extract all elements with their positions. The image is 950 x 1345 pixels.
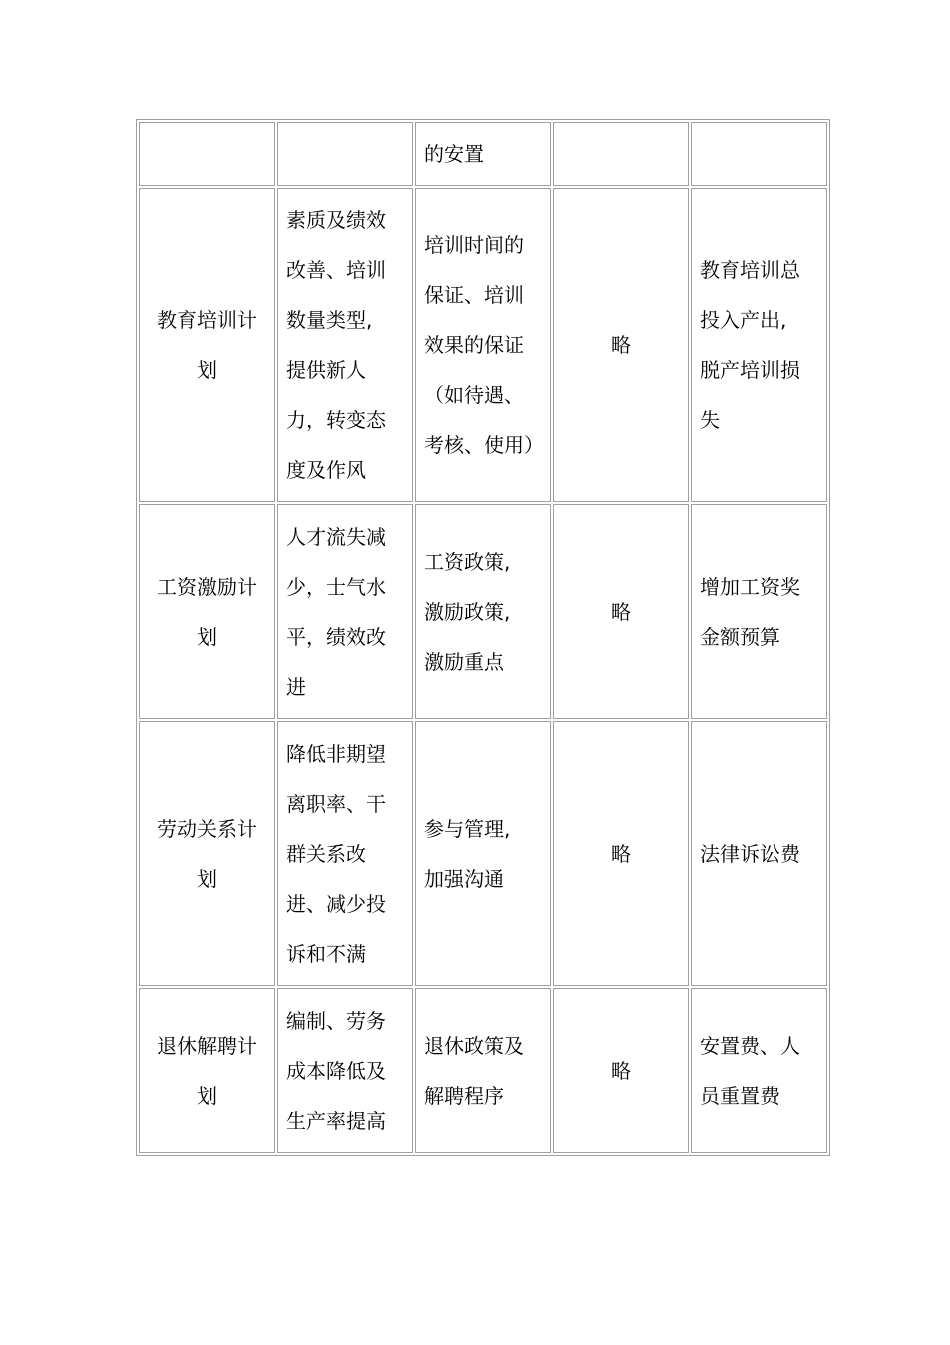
plan-name-cell [139, 188, 275, 502]
cell-line: 群关系改 [286, 841, 366, 866]
cell-line: 略 [611, 1058, 631, 1083]
cell-line: 工资政策, [424, 549, 511, 574]
cell-line: 法律诉讼费 [700, 841, 800, 866]
budget-cell [691, 504, 827, 719]
cell-line: 略 [611, 599, 631, 624]
plan-name-cell [139, 988, 275, 1153]
steps-cell [553, 988, 689, 1153]
cell-line [286, 129, 404, 179]
cell-line: 诉和不满 [286, 941, 366, 966]
cell-line: 教育培训计 [157, 308, 257, 332]
table-row [139, 721, 827, 986]
table-row [139, 988, 827, 1153]
cell-line: （如待遇、 [424, 383, 524, 407]
cell-line: 划 [197, 1083, 217, 1108]
steps-cell [553, 721, 689, 986]
steps-cell [553, 188, 689, 502]
cell-line: 数量类型, [286, 308, 373, 332]
table-cell [139, 122, 275, 186]
cell-line: 退休政策及 [424, 1033, 524, 1058]
table-cell [553, 122, 689, 186]
cell-line: 改善、培训 [286, 258, 386, 282]
cell-line: 生产率提高 [286, 1108, 386, 1133]
policy-cell [415, 721, 551, 986]
cell-line: 员重置费 [700, 1083, 780, 1108]
cell-line: 成本降低及 [286, 1058, 386, 1083]
cell-line: 人才流失减 [286, 524, 386, 549]
cell-line: 力，转变态 [286, 408, 386, 432]
cell-line: 度及作风 [286, 458, 366, 482]
budget-cell [691, 721, 827, 986]
policy-cell [415, 988, 551, 1153]
cell-line: 少，士气水 [286, 574, 386, 599]
cell-line [148, 129, 266, 179]
cell-line: 的安置 [424, 142, 484, 166]
cell-line: 素质及绩效 [286, 208, 386, 232]
budget-cell [691, 988, 827, 1153]
cell-line: 失 [700, 408, 720, 432]
cell-line: 教育培训总 [700, 258, 800, 282]
cell-line: 保证、培训 [424, 283, 524, 307]
cell-line [700, 129, 818, 179]
goal-cell [277, 721, 413, 986]
cell-line: 投入产出, [700, 308, 787, 332]
cell-line: 劳动关系计 [157, 816, 257, 841]
cell-line: 降低非期望 [286, 741, 386, 766]
table-row [139, 504, 827, 719]
cell-line: 划 [197, 358, 217, 382]
policy-cell [415, 504, 551, 719]
goal-cell [277, 504, 413, 719]
cell-line: 安置费、人 [700, 1033, 800, 1058]
policy-cell [415, 188, 551, 502]
cell-line: 进 [286, 674, 306, 699]
table-cell [691, 122, 827, 186]
goal-cell [277, 988, 413, 1153]
cell-line: 参与管理, [424, 816, 511, 841]
cell-line: 提供新人 [286, 358, 366, 382]
plan-name-cell [139, 721, 275, 986]
cell-line: 略 [611, 841, 631, 866]
cell-line: 划 [197, 624, 217, 649]
cell-line: 平，绩效改 [286, 624, 386, 649]
steps-cell [553, 504, 689, 719]
plan-name-cell [139, 504, 275, 719]
cell-line: 工资激励计 [157, 574, 257, 599]
cell-line: 编制、劳务 [286, 1008, 386, 1033]
cell-line: 进、减少投 [286, 891, 386, 916]
goal-cell [277, 188, 413, 502]
cell-line: 离职率、干 [286, 791, 386, 816]
budget-cell [691, 188, 827, 502]
table-cell [277, 122, 413, 186]
cell-line: 略 [611, 333, 631, 357]
cell-line [562, 129, 680, 179]
cell-line: 加强沟通 [424, 866, 504, 891]
cell-line: 激励重点 [424, 649, 504, 674]
cell-line: 考核、使用） [424, 433, 544, 457]
table-cell [415, 122, 551, 186]
cell-line: 激励政策, [424, 599, 511, 624]
plan-table [136, 119, 830, 1156]
table-row [139, 188, 827, 502]
cell-line: 培训时间的 [424, 233, 524, 257]
cell-line: 解聘程序 [424, 1083, 504, 1108]
cell-line: 增加工资奖 [700, 574, 800, 599]
cell-line: 退休解聘计 [157, 1033, 257, 1058]
table-row [139, 122, 827, 186]
cell-line: 效果的保证 [424, 333, 524, 357]
cell-line: 金额预算 [700, 624, 780, 649]
cell-line: 脱产培训损 [700, 358, 800, 382]
cell-line: 划 [197, 866, 217, 891]
